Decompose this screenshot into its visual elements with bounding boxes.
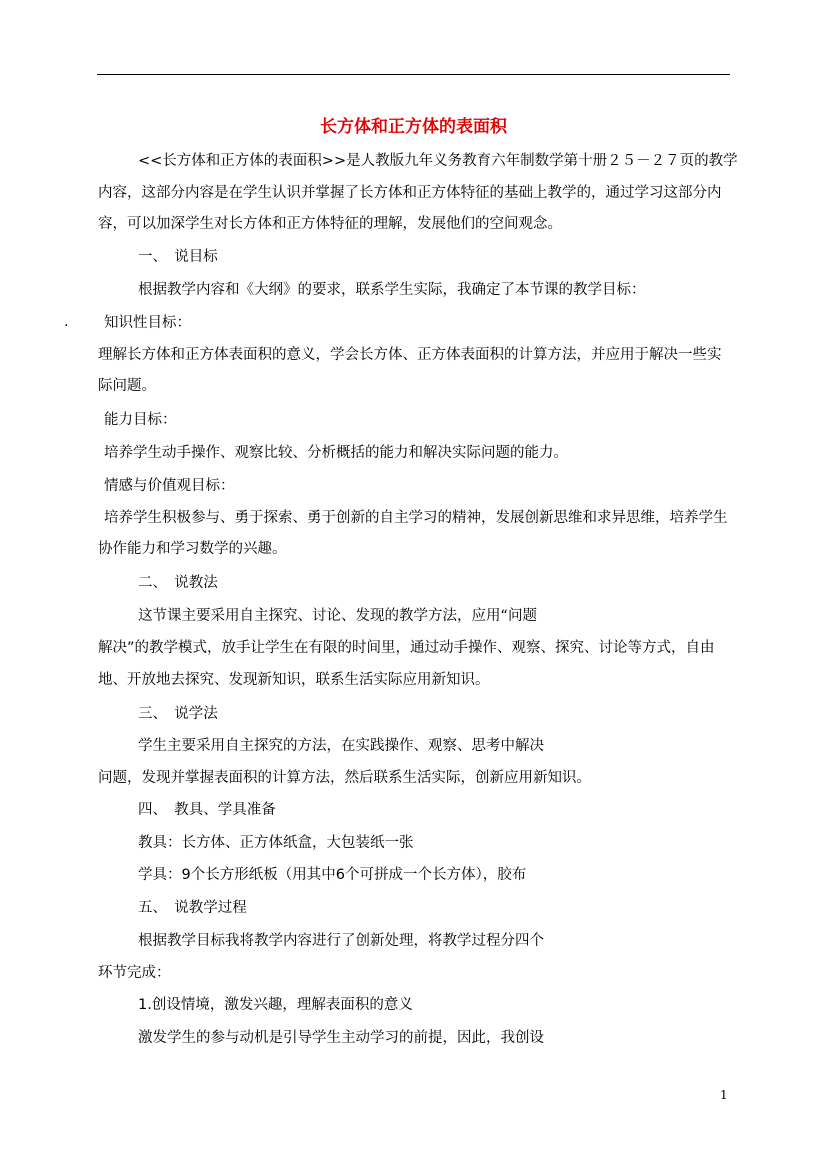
paragraph-line: 理解长方体和正方体表面积的意义，学会长方体、正方体表面积的计算方法，并应用于解决一些实 — [98, 347, 722, 363]
section-heading: 三、 说学法 — [138, 706, 218, 722]
subheading: 能力目标： — [104, 412, 177, 428]
header-rule — [97, 74, 730, 75]
paragraph-line: 地、开放地去探究、发现新知识，联系生活实际应用新知识。 — [98, 672, 490, 688]
bullet-dot: . — [64, 314, 69, 330]
paragraph-line: 根据教学内容和《大纲》的要求，联系学生实际，我确定了本节课的教学目标： — [138, 282, 646, 298]
subheading: 情感与价值观目标： — [104, 478, 235, 494]
paragraph-line: 际问题。 — [98, 378, 156, 394]
subheading: 知识性目标： — [104, 315, 191, 331]
paragraph-line: <<长方体和正方体的表面积>>是人教版九年义务教育六年制数学第十册２５－２７页的教学 — [138, 153, 738, 169]
section-heading: 五、 说教学过程 — [138, 900, 247, 916]
paragraph-line: 这节课主要采用自主探究、讨论、发现的教学方法，应用“问题 — [138, 608, 538, 624]
paragraph-line: 学具：9个长方形纸板（用其中6个可拼成一个长方体），胶布 — [138, 867, 527, 883]
paragraph-line: 容，可以加深学生对长方体和正方体特征的理解，发展他们的空间观念。 — [98, 216, 562, 232]
paragraph-line: 教具：长方体、正方体纸盒，大包装纸一张 — [138, 835, 414, 851]
paragraph-line: 学生主要采用自主探究的方法，在实践操作、观察、思考中解决 — [138, 738, 544, 754]
paragraph-line: 环节完成： — [98, 965, 171, 981]
paragraph-line: 内容，这部分内容是在学生认识并掌握了长方体和正方体特征的基础上教学的，通过学习这部分内 — [98, 185, 722, 201]
paragraph-line: 培养学生动手操作、观察比较、分析概括的能力和解决实际问题的能力。 — [104, 445, 568, 461]
section-heading: 二、 说教法 — [138, 575, 218, 591]
paragraph-line: 根据教学目标我将教学内容进行了创新处理，将教学过程分四个 — [138, 933, 544, 949]
page-number: 1 — [720, 1088, 728, 1102]
paragraph-line: 解决”的教学模式，放手让学生在有限的时间里，通过动手操作、观察、探究、讨论等方式，自由 — [98, 640, 715, 656]
subheading: 1.创设情境，激发兴趣，理解表面积的意义 — [138, 997, 413, 1013]
section-heading: 四、 教具、学具准备 — [138, 802, 276, 818]
paragraph-line: 培养学生积极参与、勇于探索、勇于创新的自主学习的精神，发展创新思维和求异思维，培养学生 — [104, 510, 728, 526]
page-title: 长方体和正方体的表面积 — [320, 117, 507, 137]
paragraph-line: 问题，发现并掌握表面积的计算方法，然后联系生活实际，创新应用新知识。 — [98, 770, 591, 786]
paragraph-line: 协作能力和学习数学的兴趣。 — [98, 541, 287, 557]
paragraph-line: 激发学生的参与动机是引导学生主动学习的前提，因此，我创设 — [138, 1030, 544, 1046]
section-heading: 一、 说目标 — [138, 249, 218, 265]
